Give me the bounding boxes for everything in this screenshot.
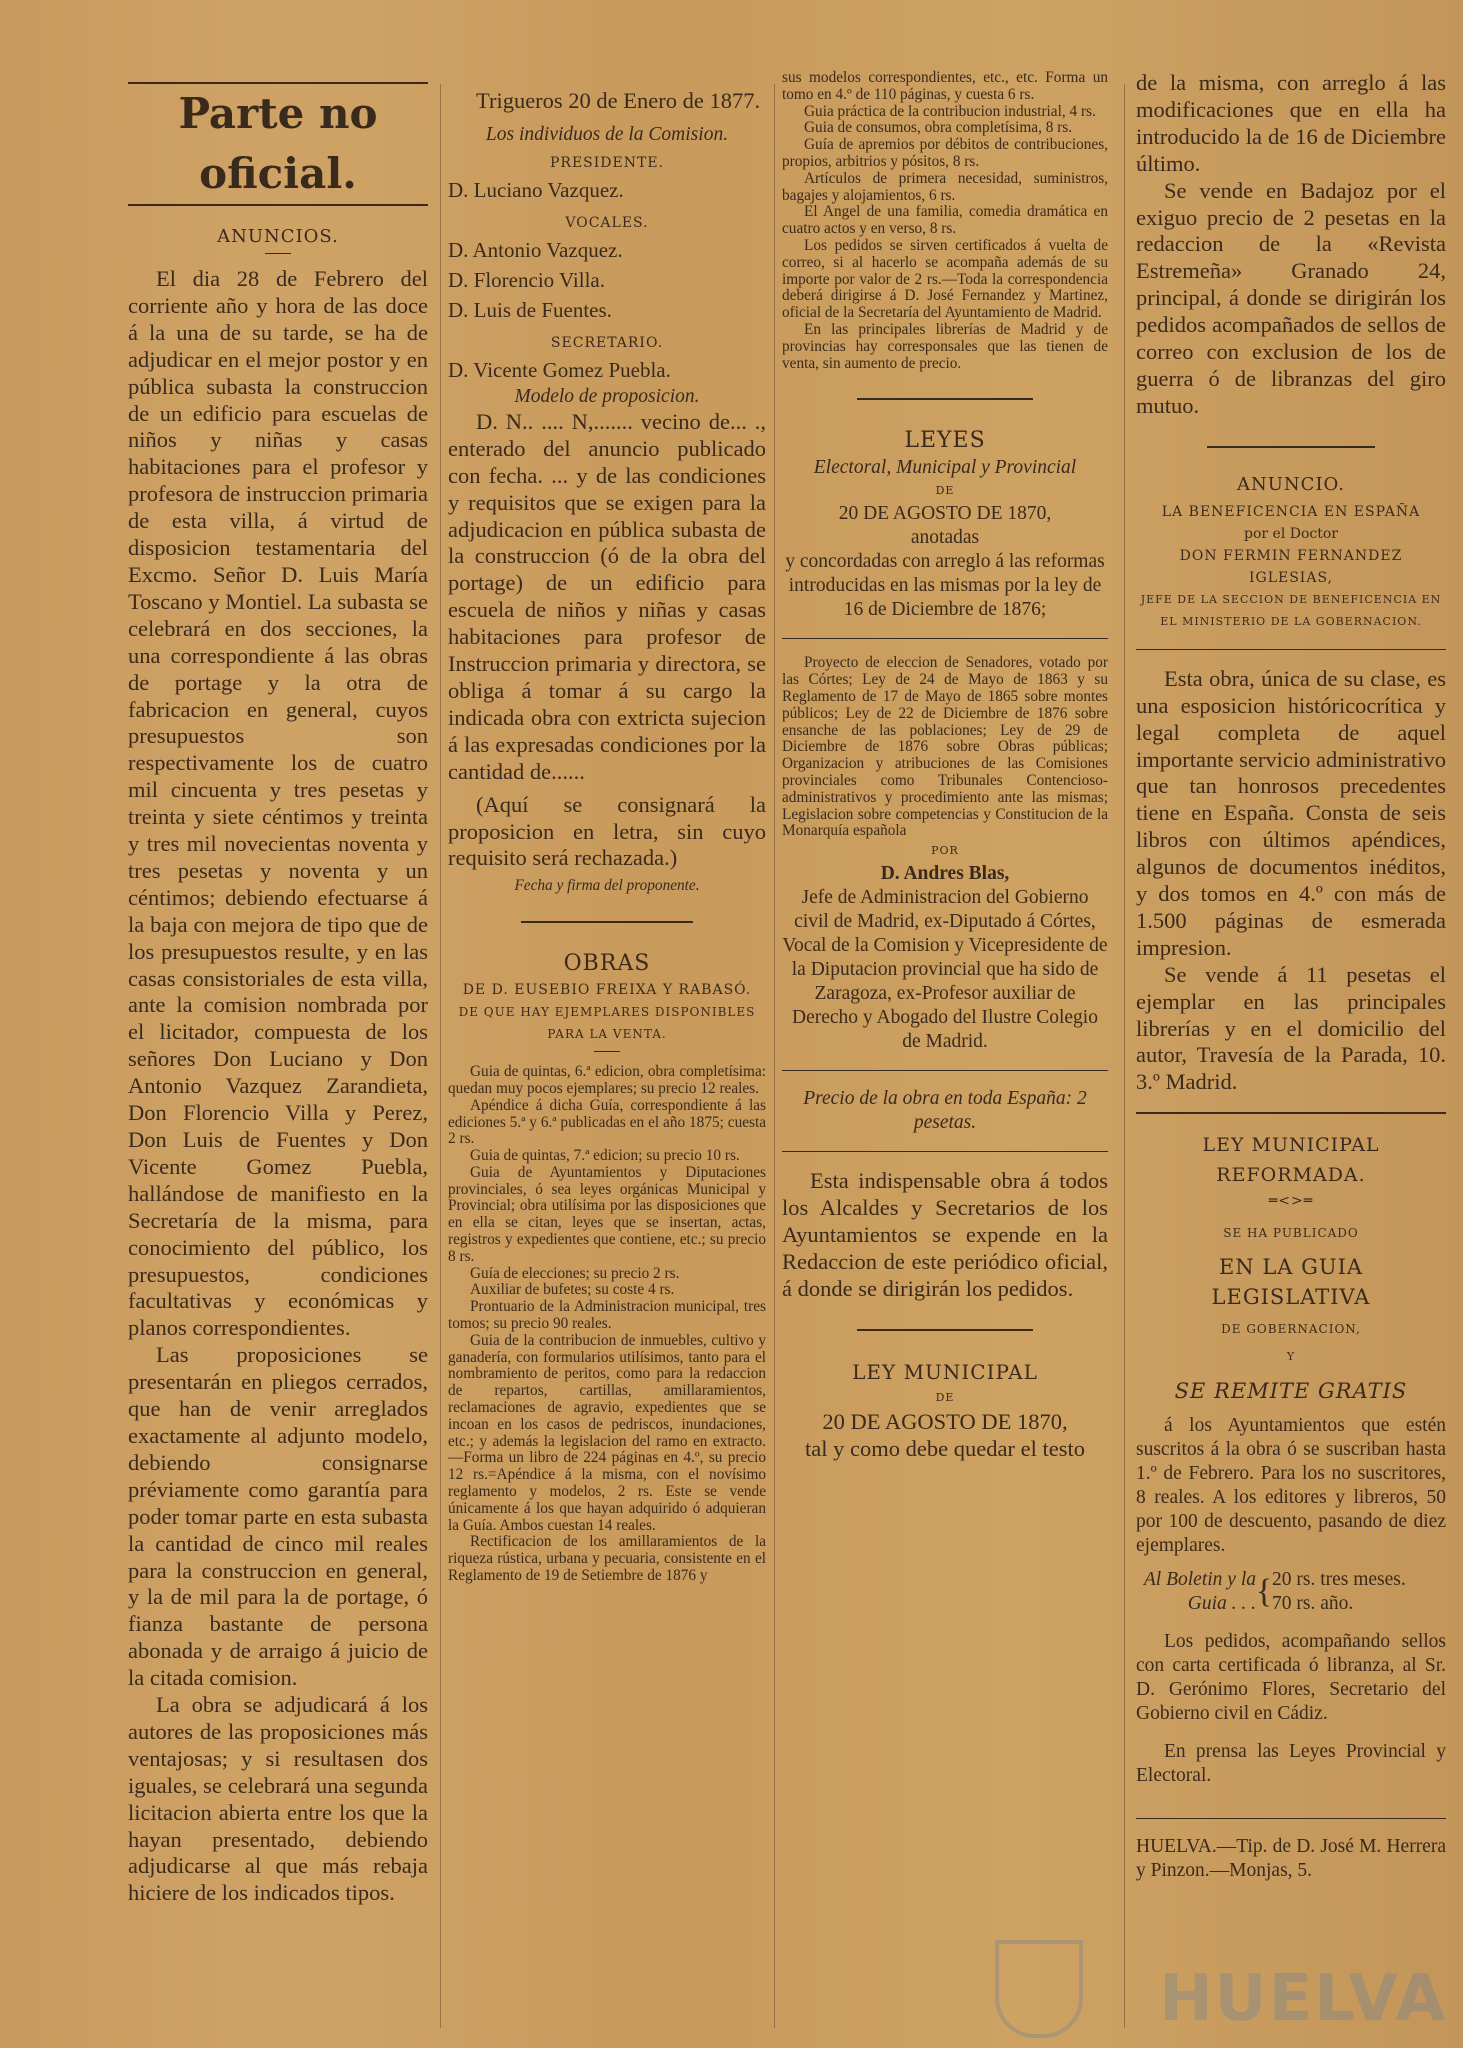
secretario-name: D. Vicente Gomez Puebla.: [448, 357, 671, 382]
divider: [1136, 1112, 1446, 1114]
modelo-text: D. N.. .... N,....... vecino de... ., enterado del anuncio publicado con fecha. ... y de las condiciones y requisitos que se exigen para la adjudicacion en pública subasta de la construccion (ó de la obra del portage) de un edificio para escuela de niños y niñas y casas habitaciones para profesor de Instruccion primaria y directora, se obliga á tomar á su cargo la indicada obra con extricta sujecion á las expresadas condiciones por la cantidad de......: [448, 408, 766, 784]
anuncio-paragraph: La obra se adjudicará á los autores de las proposiciones más ventajosas; y si resultasen dos iguales, se celebrará una segunda licitacion abierta entre los que la hayan presentado, debiendo adjudicarse al que más rebaja hiciere de los indicados tipos.: [128, 1692, 428, 1906]
vocal-name: D. Florencio Villa.: [448, 267, 605, 292]
list-item: Guia de quintas, 6.ª edicion, obra completísima: quedan muy pocos ejemplares; su precio 12 reales.: [448, 1063, 766, 1097]
de-gobernacion: DE GOBERNACION,: [1221, 1322, 1361, 1337]
leyes-precio: Precio de la obra en toda España: 2 pesetas.: [803, 1088, 1087, 1134]
leyes-anotadas: anotadas: [910, 527, 980, 549]
leyes-proyecto: Proyecto de eleccion de Senadores, votado por las Córtes; Ley de 24 de Mayo de 1863 y su Reglamento de 17 de Mayo de 1865 sobre montes públicos; Ley de 22 de Diciembre de 1876 sobre ensanche de las poblaciones; Ley de 29 de Diciembre de 1876 sobre Obras públicas; Organizacion y atribuciones de las Comisiones provinciales como Tribunales Contencioso-administrativos y procedimiento ante las mismas; Legislacion sobre competencias y Constitucion de la Monarquía española: [782, 654, 1108, 840]
leyes-subtitle: Electoral, Municipal y Provincial: [813, 457, 1077, 479]
ley-municipal-de: DE: [935, 1390, 955, 1404]
divider: [1136, 1818, 1446, 1819]
price-values: [1272, 1568, 1446, 1616]
divider: [782, 638, 1108, 639]
leyes-title: LEYES: [904, 428, 986, 454]
guia-label: Guia . . .: [1187, 1593, 1256, 1615]
list-item: Auxiliar de bufetes; su coste 4 rs.: [470, 1281, 675, 1299]
divider: [1136, 649, 1446, 650]
leyes-indispensable: Esta indispensable obra á todos los Alcaldes y Secretarios de los Ayuntamientos se expende en la Redaccion de este periódico oficial, á donde se dirigirán los pedidos.: [782, 1168, 1108, 1301]
leyes-author-desc: Jefe de Administracion del Gobierno civil de Madrid, ex-Diputado á Córtes, Vocal de la Comision y Vicepresidente de la Diputacion provincial que ha sido de Zaragoza, ex-Profesor auxiliar de Derecho y Abogado del Ilustre Colegio de Madrid.: [782, 887, 1108, 1053]
list-item: Guia práctica de la contribucion industrial, 4 rs.: [804, 102, 1096, 120]
column-2: [448, 70, 766, 2018]
pedidos-text: Los pedidos, acompañando sellos con carta certificada ó libranza, al Sr. D. Gerónimo Flores, Secretario del Gobierno civil en Cádiz.: [1136, 1631, 1446, 1725]
heading-anuncios: ANUNCIOS.: [217, 226, 339, 247]
price-row: [1136, 1568, 1446, 1616]
modelo-title: Modelo de proposicion.: [514, 385, 700, 407]
vocal-name: D. Antonio Vazquez.: [448, 237, 623, 262]
anuncio-paragraph: El dia 28 de Febrero del corriente año y hora de las doce á la una de su tarde, se ha de adjudicar en el mejor postor y en pública subasta la construccion de un edificio para escuelas de niños y niñas y casas habitaciones para el profesor y profesora de instruccion primaria de esta villa, á virtud de disposicion testamentaria del Excmo. Señor D. Luis María Toscano y Montiel. La subasta se celebrará en dos secciones, la una correspondiente á las obras de portage y la otra de fabricacion en general, cuyos presupuestos son respectivamente los de cuatro mil cincuenta y tres pesetas y treinta y siete céntimos y treinta y tres mil novecientas noventa y tres pesetas y noventa y un céntimos; debiendo efectuarse á la baja con mejora de tipo que de los presupuestos resulte, y en las casas consistoriales de esta villa, ante la comision nombrada por el licitador, compuesta de los señores Don Luciano y Don Antonio Vazquez Zarandieta, Don Florencio Villa y Perez, Don Luis de Fuentes y Don Vicente Gomez Puebla, hallándose de manifiesto en la Secretaría de la misma, para conocimiento del público, los presupuestos, condiciones facultativas y económicas y planos correspondientes.: [128, 266, 428, 1341]
list-item: Artículos de primera necesidad, suministros, bagajes y alojamientos, 6 rs.: [782, 169, 1108, 204]
presidente-name: D. Luciano Vazquez.: [448, 177, 624, 202]
list-item: Guia de quintas, 7.ª edicion; su precio 10 rs.: [470, 1147, 740, 1165]
imprint: HUELVA.—Tip. de D. José M. Herrera y Pinzon.—Monjas, 5.: [1136, 1836, 1446, 1882]
boletin-label: Al Boletin y la: [1143, 1569, 1256, 1591]
list-item: Guía de elecciones; su precio 2 rs.: [470, 1264, 680, 1282]
beneficencia-title: LA BENEFICENCIA EN ESPAÑA: [1161, 503, 1421, 520]
list-item: Guía de apremios por débitos de contribuciones, propios, arbitrios y pósitos, 8 rs.: [782, 136, 1108, 170]
leyes-por: POR: [931, 844, 959, 858]
list-item: sus modelos correspondientes, etc., etc. Forma un tomo en 4.º de 110 páginas, y cuesta 6 rs.: [782, 70, 1108, 103]
leyes-date: 20 DE AGOSTO DE 1870,: [838, 503, 1052, 525]
column-rule: [774, 84, 775, 2028]
revista-text: Se vende en Badajoz por el exiguo precio de 2 pesetas en la redaccion de la «Revista Estremeña» Granado 24, principal, á donde se dirigirán los pedidos acompañados de sellos de correo con exclusion de los de guerra ó de libranzas del giro mutuo.: [1136, 177, 1446, 418]
se-ha-publicado: SE HA PUBLICADO: [1223, 1226, 1359, 1241]
anuncio-paragraph: Las proposiciones se presentarán en pliegos cerrados, que han de venir arreglados exactamente al adjunto modelo, debiendo consignarse préviamente como garantía para poder tomar parte en esta subasta la cantidad de cinco mil reales para la construccion en general, y la de mil para la de portage, ó fianza bastante de persona abonada y de arraigo á juicio de la citada comision.: [128, 1342, 428, 1691]
divider: [594, 1051, 620, 1052]
price-labels: [1136, 1568, 1256, 1616]
leyes-de: DE: [935, 484, 955, 498]
beneficencia-text: Se vende á 11 pesetas el ejemplar en las principales librerías y en el domicilio del autor, Travesía de la Parada, 10. 3.º Madrid.: [1136, 961, 1446, 1095]
beneficencia-text: Esta obra, única de su clase, es una esposicion históricocrítica y legal completa de aquel importante servicio administrativo que tan honrosos precedentes tiene en España. Consta de seis libros con últimos apéndices, algunos de documentos inéditos, y dos tomos en 4.º con más de 1.500 páginas de esmerada impresion.: [1136, 665, 1446, 960]
list-item: Guia de consumos, obra completísima, 8 rs.: [804, 119, 1073, 137]
ley-reformada-title: LEY MUNICIPAL REFORMADA.: [1202, 1134, 1380, 1187]
masthead: Parte no oficial.: [128, 82, 428, 206]
obras-list: [448, 1064, 766, 1585]
watermark: HUELVA: [1159, 1962, 1447, 2036]
ley-municipal-title: LEY MUNICIPAL: [852, 1359, 1038, 1384]
column-1: [128, 70, 428, 2018]
brace-icon: {: [1256, 1573, 1273, 1611]
list-item: Guia de Ayuntamientos y Diputaciones provinciales, ó sea leyes orgánicas Municipal y Provincial; obra utilísima por las disposiciones que en ella se citan, leyes que se insertan, actas, registros y expedientes que contiene, etc.; su precio 8 rs.: [448, 1163, 766, 1265]
list-item: Guia de la contribucion de inmuebles, cultivo y ganadería, con formularios utilísimos, tanto para el nombramiento de peritos, como para la redaccion de repartos, cartillas, amillaramientos, reclamaciones de agravio, expedientes que se incoan en los casos de pedriscos, inundaciones, etc.; y además la legislacion del ramo en extracto.—Forma un libro de 224 páginas en 4.º, su precio 12 rs.=Apéndice á la misma, con el novísimo reglamento y modelos, 2 rs. Este se vende únicamente á los que hayan adquirido ó adquieran la Guía. Ambos cuestan 14 reales.: [448, 1331, 766, 1534]
divider: [782, 1070, 1108, 1071]
guia-legislativa: EN LA GUIA LEGISLATIVA: [1211, 1255, 1371, 1310]
comision-title: Los individuos de la Comision.: [485, 123, 729, 145]
column-3: [782, 70, 1108, 2018]
watermark-seal-icon: [995, 1940, 1083, 2038]
obras-list-continued: [782, 70, 1108, 372]
list-item: Los pedidos se sirven certificados á vuelta de correo, si al hacerlo se acompaña además de su importe por valor de 2 rs.—Toda la correspondencia deberá dirigirse á D. José Fernandez y Martinez, oficial de la Secretaría del Ayuntamiento de Madrid.: [782, 236, 1108, 322]
ley-municipal-date: 20 DE AGOSTO DE 1870,: [822, 1408, 1068, 1434]
price-value: 20 rs. tres meses.: [1272, 1569, 1406, 1591]
divider: [1207, 446, 1374, 448]
divider: [782, 1151, 1108, 1152]
list-item: Rectificacion de los amillaramientos de la riqueza rústica, urbana y pecuaria, consistente en el Reglamento de 19 de Setiembre de 1876 y: [448, 1533, 766, 1585]
list-item: El Angel de una familia, comedia dramática en cuatro actos y en verso, 8 rs.: [782, 203, 1108, 238]
gratis-text: á los Ayuntamientos que estén suscritos á la obra ó se suscriban hasta 1.º de Febrero. Para los no suscritores, 8 reales. A los editores y libreros, 50 por 100 de descuento, pasando de diez ejemplares.: [1136, 1415, 1446, 1557]
leyes-author: D. Andres Blas,: [880, 863, 1010, 885]
divider: [857, 1329, 1033, 1331]
revista-text: de la misma, con arreglo á las modificaciones que en ella ha introducido la de 16 de Diciembre último.: [1136, 70, 1446, 176]
list-item: En las principales librerías de Madrid y de provincias hay corresponsales que las tienen de venta, sin aumento de precio.: [782, 320, 1108, 372]
obras-title: OBRAS: [563, 951, 651, 977]
divider: [857, 398, 1033, 400]
price-value: 70 rs. año.: [1272, 1593, 1354, 1615]
ley-municipal-tail: tal y como debe quedar el testo: [805, 1435, 1085, 1461]
divider: [265, 253, 291, 254]
vocales-label: VOCALES.: [565, 214, 649, 231]
anuncio-title: ANUNCIO.: [1237, 473, 1345, 495]
secretario-label: SECRETARIO.: [550, 334, 664, 351]
obras-author: DE D. EUSEBIO FREIXA Y RABASÓ.: [462, 982, 752, 999]
column-4: [1136, 70, 1446, 2018]
vocal-name: D. Luis de Fuentes.: [448, 297, 612, 322]
remite-gratis: SE REMITE GRATIS: [1174, 1379, 1408, 1404]
y-label: Y: [1286, 1350, 1296, 1364]
leyes-concordadas: y concordadas con arreglo á las reformas introducidas en las mismas por la ley de 16 de Diciembre de 1876;: [785, 551, 1105, 621]
place-date: Trigueros 20 de Enero de 1877.: [476, 88, 761, 113]
ornament: ═<>═: [1268, 1193, 1314, 1210]
divider: [521, 921, 693, 923]
fecha-firma: Fecha y firma del proponente.: [514, 877, 700, 895]
column-rule: [1124, 84, 1125, 2028]
jefe-title: JEFE DE LA SECCION DE BENEFICENCIA EN: [1140, 592, 1442, 606]
por-doctor: por el Doctor: [1244, 525, 1338, 542]
list-item: Prontuario de la Administracion municipal, tres tomos; su precio 90 reales.: [448, 1298, 766, 1333]
column-rule: [440, 84, 441, 2028]
obras-subtitle: DE QUE HAY EJEMPLARES DISPONIBLES PARA LA VENTA.: [458, 1005, 756, 1042]
doctor-name: DON FERMIN FERNANDEZ IGLESIAS,: [1179, 547, 1403, 586]
ministerio-title: EL MINISTERIO DE LA GOBERNACION.: [1160, 614, 1422, 628]
presidente-label: PRESIDENTE.: [549, 154, 664, 171]
list-item: Apéndice á dicha Guía, correspondiente á las ediciones 5.ª y 6.ª publicadas en el año 1875; cuesta 2 rs.: [448, 1096, 766, 1148]
en-prensa: En prensa las Leyes Provincial y Electoral.: [1136, 1741, 1446, 1787]
aqui-note: (Aquí se consignará la proposicion en letra, sin cuyo requisito será rechazada.): [448, 791, 766, 871]
